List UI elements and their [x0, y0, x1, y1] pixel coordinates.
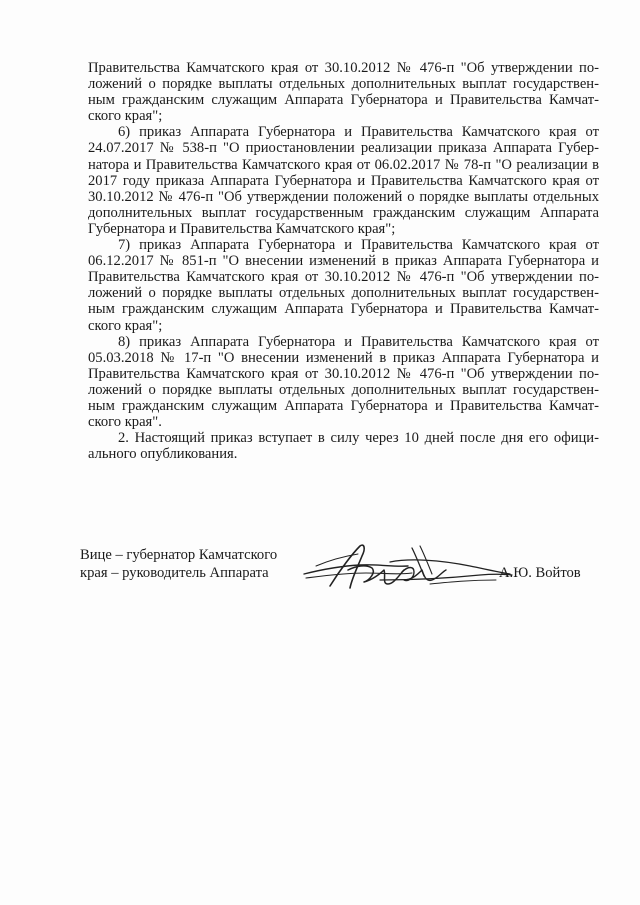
- signatory-title: [80, 546, 277, 582]
- signatory-name: А.Ю. Войтов: [499, 565, 581, 581]
- paragraph-effective-date: 2. Настоящий приказ вступает в силу через 10 дней после дня его официального опубликования.: [88, 430, 599, 463]
- paragraph-item-8: 8) приказ Аппарата Губернатора и Правительства Камчатского края от 05.03.2018 № 17-п "О внесении изменений в приказ Аппарата Губернатора и Правительства Камчатского края от 30.10.2012 № 476-п "Об утверждении положений о порядке выплаты отдельных дополнительных выплат государственным гражданским служащим Аппарата Губернатора и Правительства Камчатского края".: [88, 333, 599, 431]
- paragraph-item-6: 6) приказ Аппарата Губернатора и Правительства Камчатского края от 24.07.2017 № 538-п "О приостановлении реализации приказа Аппарата Губернатора и Правительства Камчатского края от 06.02.2017 № 78-п "О реализации в 2017 году приказа Аппарата Губернатора и Правительства Камчатского края от 30.10.2012 № 476-п "Об утверждении положений о порядке выплаты отдельных дополнительных выплат государственным гражданским служащим Аппарата Губернатора и Правительства Камчатского края";: [88, 124, 599, 237]
- signature-block: [80, 546, 600, 606]
- signatory-title-line-2: края – руководитель Аппарата: [80, 565, 269, 581]
- paragraph-continuation: Правительства Камчатского края от 30.10.2012 № 476-п "Об утверждении положений о порядке выплаты отдельных дополнительных выплат государственным гражданским служащим Аппарата Губернатора и Правительства Камчатского края";: [88, 60, 599, 125]
- signatory-title-line-1: Вице – губернатор Камчатского: [80, 547, 278, 563]
- document-body: [88, 60, 599, 462]
- paragraph-item-7: 7) приказ Аппарата Губернатора и Правительства Камчатского края от 06.12.2017 № 851-п "О внесении изменений в приказ Аппарата Губернатора и Правительства Камчатского края от 30.10.2012 № 476-п "Об утверждении положений о порядке выплаты отдельных дополнительных выплат государственным гражданским служащим Аппарата Губернатора и Правительства Камчатского края";: [88, 237, 599, 334]
- handwritten-signature: [300, 540, 515, 602]
